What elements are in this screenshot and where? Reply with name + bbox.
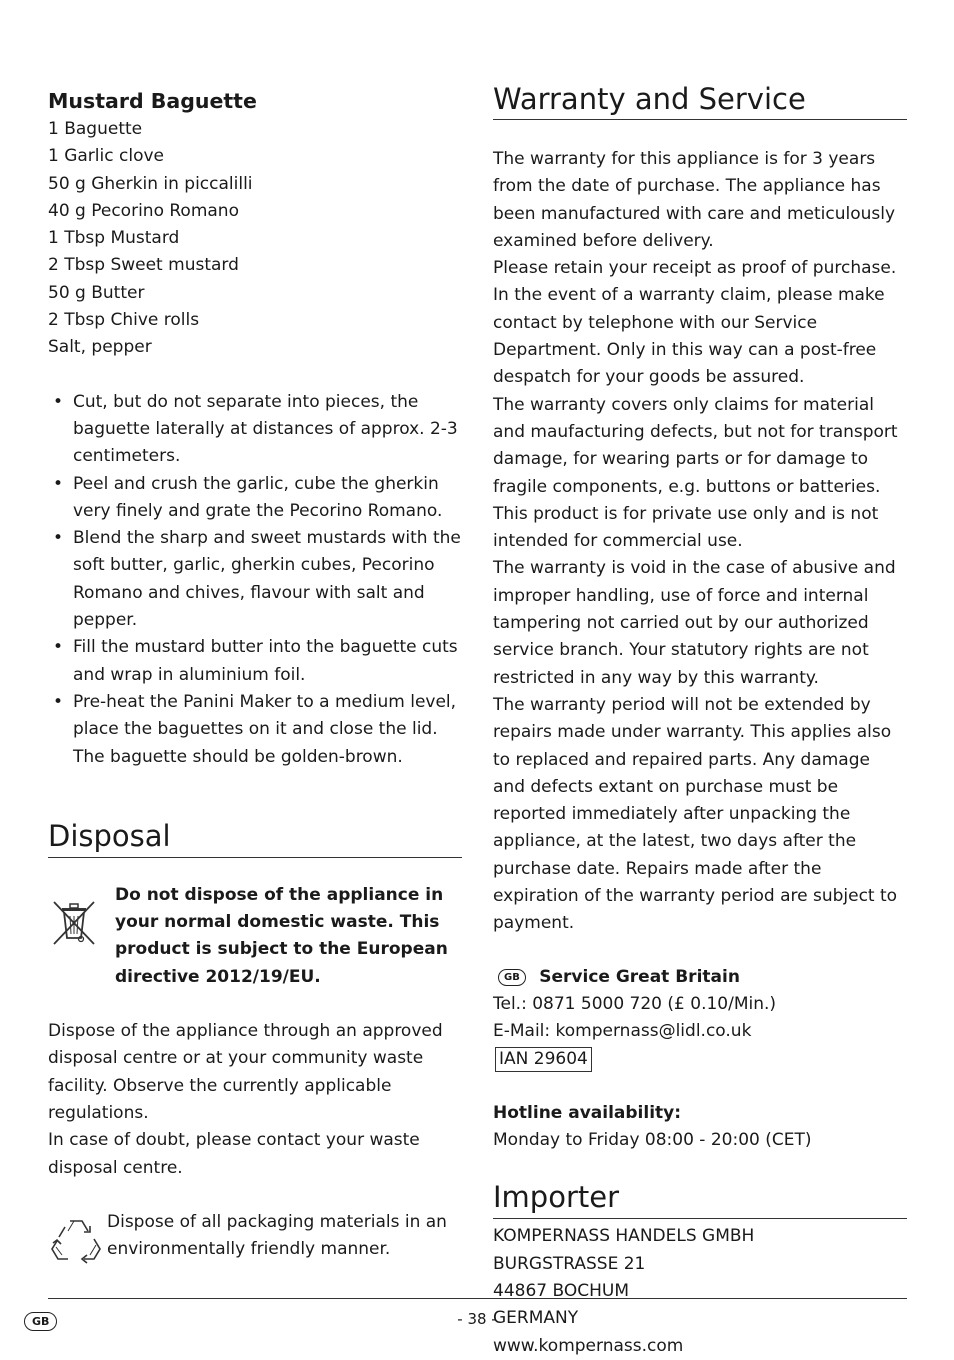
address-line: 44867 BOCHUM (493, 1280, 629, 1301)
warranty-title: Warranty and Service (493, 82, 806, 116)
disposal-warning: Do not dispose of the appliance in your normal domestic waste. This product is subject to the European directive 2012/19/EU. (115, 884, 448, 987)
disposal-paragraph: Dispose of the appliance through an approved disposal centre or at your community waste facility. Observe the currently applicable regulations. (48, 1021, 443, 1123)
service-phone: Tel.: 0871 5000 720 (£ 0.10/Min.) (493, 993, 777, 1014)
right-column (493, 80, 907, 1360)
ingredient: 50 g Gherkin in piccalilli (48, 173, 253, 194)
ingredient-list (48, 116, 462, 362)
warranty-paragraph: The warranty is void in the case of abusive and improper handling, use of force and internal tampering not carried out by our authorized service branch. Your statutory rights are not restricted in any way by this warranty. (493, 558, 896, 688)
footer-divider (48, 1298, 907, 1299)
ingredient: 50 g Butter (48, 282, 145, 303)
ian-line (493, 1046, 907, 1073)
recipe-steps (48, 389, 462, 771)
ingredient: 40 g Pecorino Romano (48, 200, 239, 221)
service-block (493, 964, 907, 1155)
ingredient: Salt, pepper (48, 337, 152, 358)
importer-heading-block (493, 1178, 907, 1219)
warranty-paragraph: The warranty covers only claims for material and maufacturing defects, but not for transport damage, for wearing parts or for damage to fragile components, e.g. buttons or batteries. This product is for private use only and is not intended for commercial use. (493, 394, 898, 552)
disposal-warning-row (48, 882, 462, 991)
disposal-title: Disposal (48, 818, 171, 853)
recipe-step: • Blend the sharp and sweet mustards with the soft butter, garlic, gherkin cubes, Pecorino Romano and chives, flavour with salt and pepper. (48, 525, 462, 634)
recipe-step: • Pre-heat the Panini Maker to a medium level, place the baguettes on it and close the lid. The baguette should be golden-brown. (48, 689, 462, 771)
recipe-step: • Cut, but do not separate into pieces, the baguette laterally at distances of approx. 2-3 centimeters. (48, 389, 462, 471)
ingredient: 2 Tbsp Sweet mustard (48, 255, 239, 276)
country-badge: GB (498, 969, 526, 986)
left-column (48, 86, 462, 1271)
packaging-row (48, 1209, 462, 1271)
recipe-step: • Peel and crush the garlic, cube the gherkin very finely and grate the Pecorino Romano. (48, 471, 462, 526)
ingredient: 1 Baguette (48, 119, 143, 139)
importer-address (493, 1223, 907, 1359)
ian-box: IAN 29604 (495, 1047, 592, 1072)
warranty-heading-block (493, 80, 907, 120)
recipe-title: Mustard Baguette (48, 89, 257, 113)
service-title: Service Great Britain (539, 966, 740, 987)
page-number: - 38 - (457, 1310, 497, 1328)
disposal-paragraph: In case of doubt, please contact your waste disposal centre. (48, 1130, 420, 1178)
address-line: BURGSTRASSE 21 (493, 1253, 646, 1274)
hotline-hours: Monday to Friday 08:00 - 20:00 (CET) (493, 1130, 812, 1151)
disposal-instructions (48, 1018, 462, 1182)
ingredient: 1 Tbsp Mustard (48, 228, 180, 249)
warranty-paragraph: The warranty for this appliance is for 3 years from the date of purchase. The appliance has been manufactured with care and meticulously examined before delivery. (493, 149, 896, 251)
warranty-paragraph: The warranty period will not be extended by repairs made under warranty. This applies also to replaced and repaired parts. Any damage and defects extant on purchase must be reported immediately after unpacking the appliance, at the latest, two days after the purchase date. Repairs made after the expiration of the warranty period are subject to payment. (493, 694, 898, 934)
crossed-bin-icon (48, 882, 115, 954)
disposal-heading-block (48, 817, 462, 858)
address-line: GERMANY (493, 1308, 579, 1329)
ingredient: 2 Tbsp Chive rolls (48, 310, 200, 331)
importer-title: Importer (493, 1180, 620, 1215)
address-line: KOMPERNASS HANDELS GMBH (493, 1226, 755, 1247)
hotline-label: Hotline availability: (493, 1102, 682, 1123)
recycle-icon (48, 1209, 107, 1271)
warranty-paragraph: Please retain your receipt as proof of purchase. In the event of a warranty claim, please make contact by telephone with our Service Department. Only in this way can a post-free despatch for your goods be assured. (493, 258, 897, 388)
warranty-text (493, 146, 907, 938)
ingredient: 1 Garlic clove (48, 146, 164, 167)
footer-badge-label: GB (24, 1312, 57, 1331)
service-heading (493, 964, 907, 991)
packaging-text: Dispose of all packaging materials in an environmentally friendly manner. (107, 1211, 447, 1260)
importer-website: www.kompernass.com (493, 1335, 684, 1356)
service-email: E-Mail: kompernass@lidl.co.uk (493, 1021, 752, 1042)
recipe-step: • Fill the mustard butter into the baguette cuts and wrap in aluminium foil. (48, 634, 462, 689)
